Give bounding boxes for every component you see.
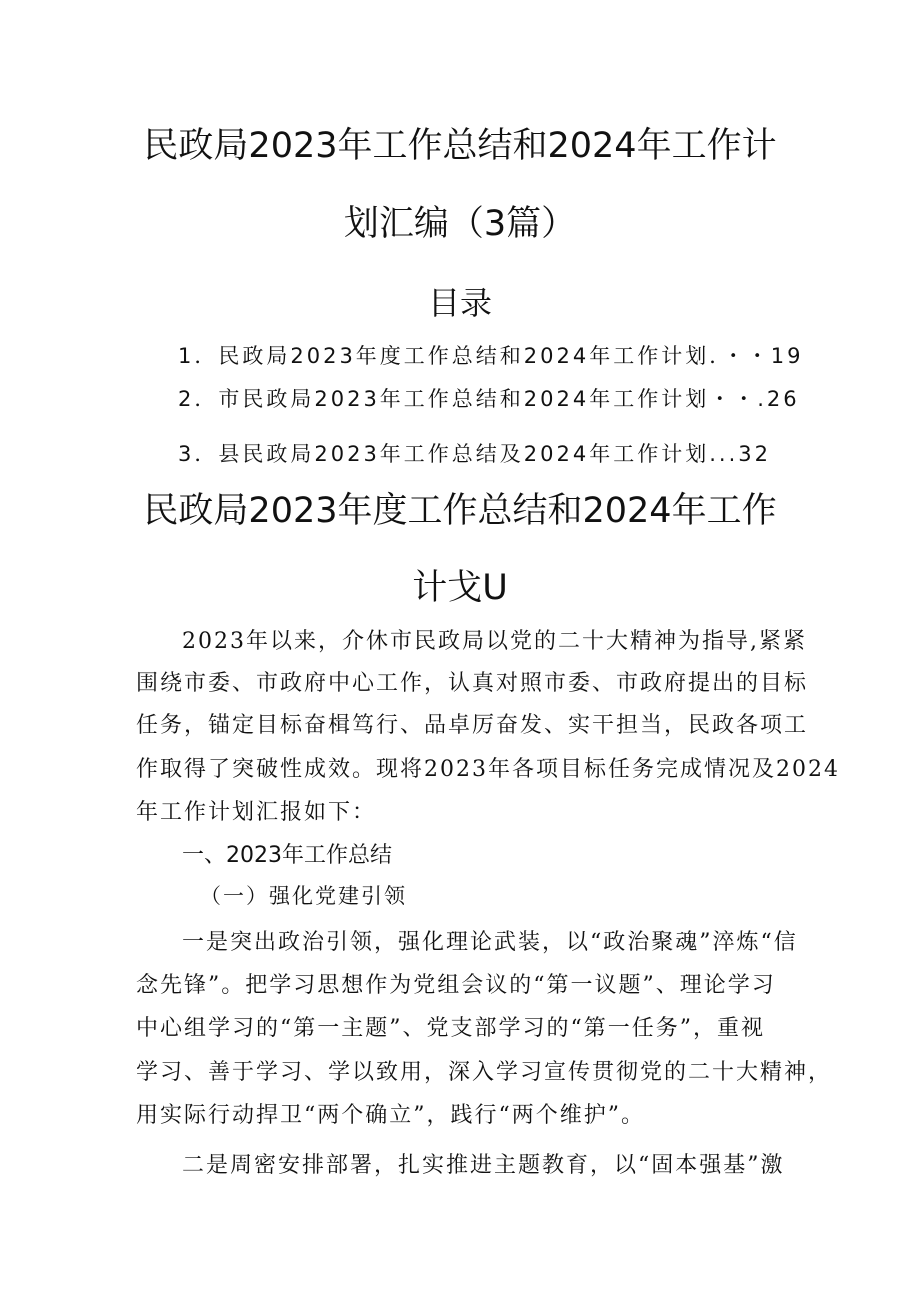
para2-line-1: 二是周密安排部署，扎实推进主题教育，以“固本强基”激: [182, 1153, 785, 1178]
para1-line-5: 用实际行动捍卫“两个确立”，践行“两个维护”。: [136, 1103, 645, 1128]
para1-line-1: 一是突出政治引领，强化理论武装，以“政治聚魂”淬炼“信: [182, 930, 798, 955]
intro-line-1: 2023年以来，介休市民政局以党的二十大精神为指导,紧紧: [182, 629, 807, 654]
intro-line-3: 任务，锚定目标奋楫笃行、品卓厉奋发、实干担当，民政各项工: [136, 713, 809, 738]
document-title-line-2: 划汇编（3篇）: [343, 204, 577, 244]
section-heading: 一、2023年工作总结: [182, 843, 392, 868]
para1-line-4: 学习、善于学习、学以致用，深入学习宣传贯彻党的二十大精神，: [136, 1060, 833, 1085]
subsection-heading: （一）强化党建引领: [200, 884, 407, 908]
intro-line-5: 年工作计划汇报如下：: [136, 800, 377, 825]
toc-heading: 目录: [427, 284, 492, 322]
document-title-line-1: 民政局2023年工作总结和2024年工作计: [143, 126, 777, 166]
article-title-line-1: 民政局2023年度工作总结和2024年工作: [143, 491, 777, 531]
toc-item-2[interactable]: 2．市民政局2023年工作总结和2024年工作计划・・.26: [178, 387, 800, 411]
intro-line-2: 围绕市委、市政府中心工作，认真对照市委、市政府提出的目标: [136, 671, 809, 696]
toc-item-1[interactable]: 1．民政局2023年度工作总结和2024年工作计划．・・19: [178, 344, 804, 368]
para1-line-3: 中心组学习的“第一主题”、党支部学习的“第一任务”，重视: [136, 1016, 765, 1041]
article-title-line-2: 计戈U: [412, 568, 508, 608]
intro-line-4: 作取得了突破性成效。现将2023年各项目标任务完成情况及2024: [136, 757, 840, 782]
toc-item-3[interactable]: 3．县民政局2023年工作总结及2024年工作计划...32: [178, 442, 771, 466]
para1-line-2: 念先锋”。把学习思想作为党组会议的“第一议题”、理论学习: [136, 973, 776, 998]
